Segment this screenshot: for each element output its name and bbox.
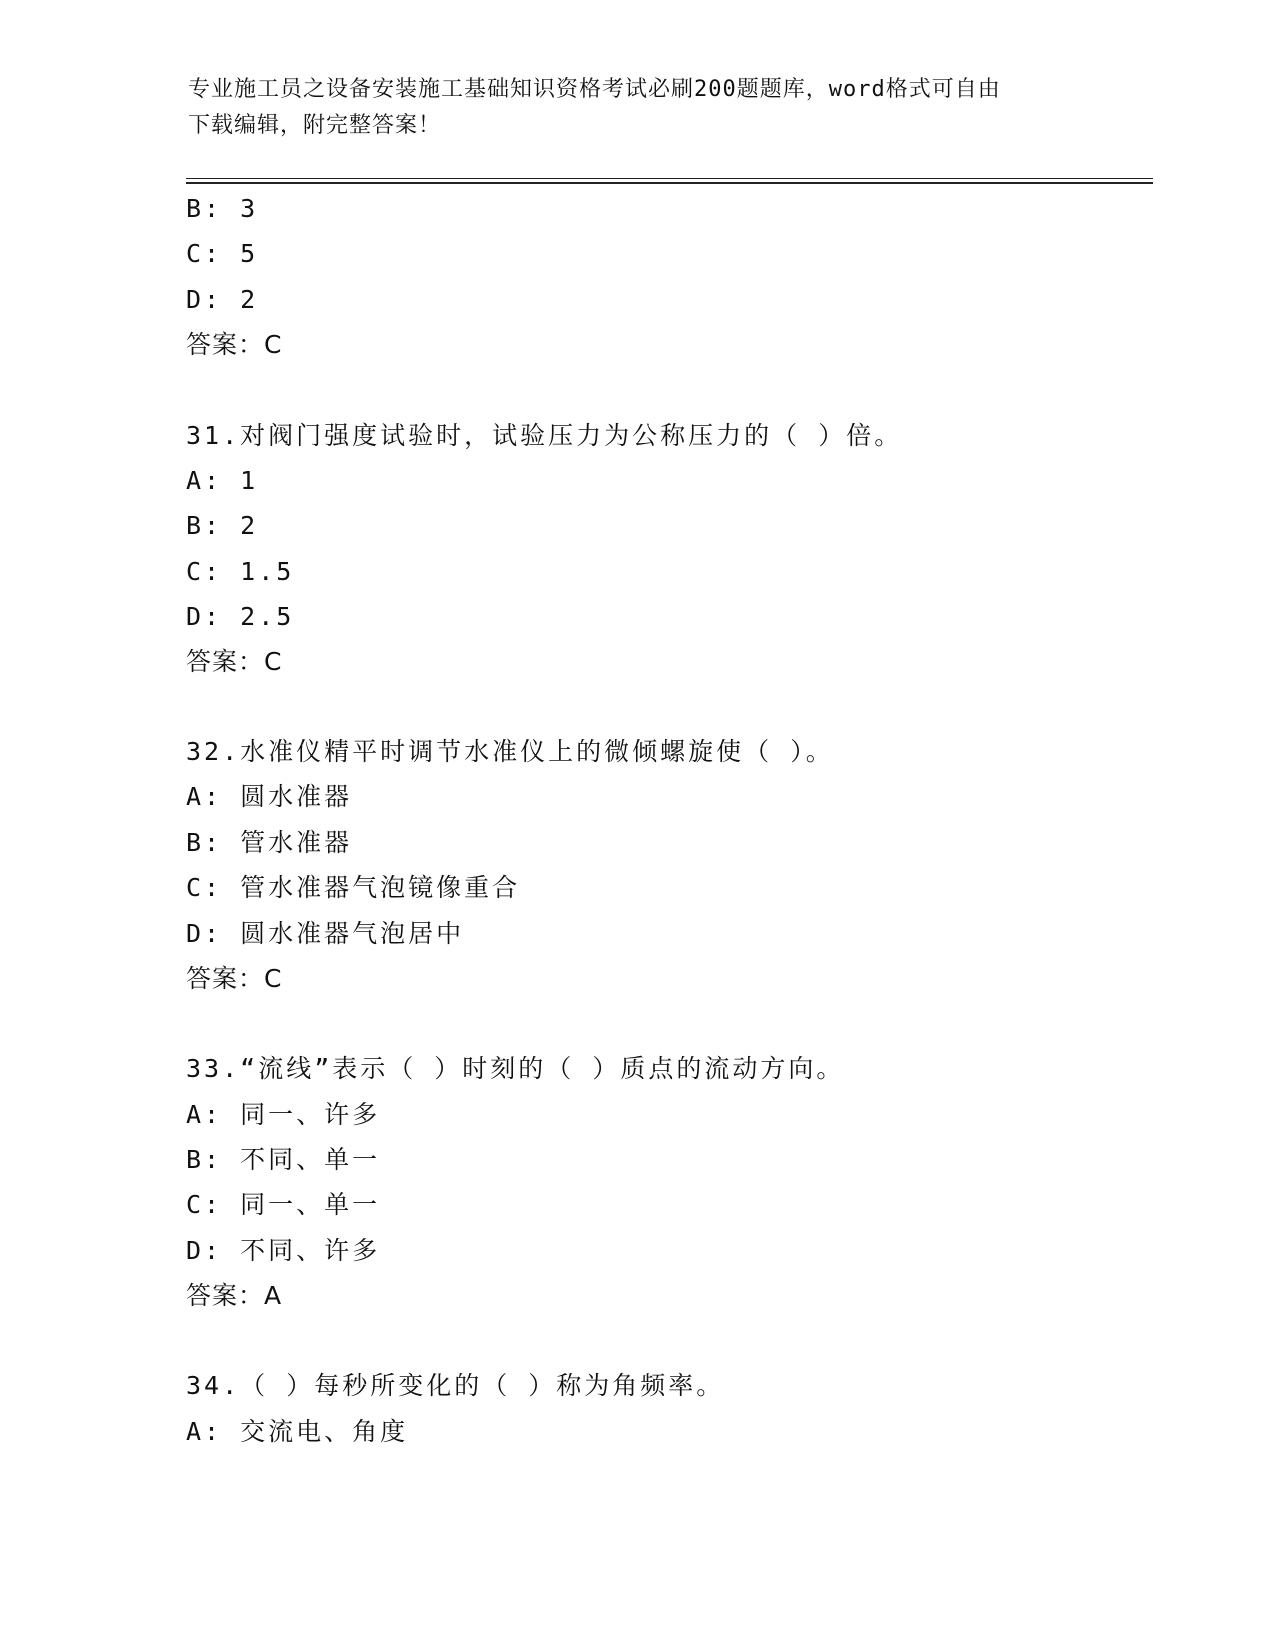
option-c: C: 同一、单一 [186,1190,381,1219]
answer-line: 答案：C [186,330,283,359]
option-c: C: 5 [186,239,259,268]
option-b: B: 3 [186,194,259,223]
option-c: C: 1.5 [186,557,295,586]
option-c: C: 管水准器气泡镜像重合 [186,873,521,902]
question-stem: 34.（ ）每秒所变化的（ ）称为角频率。 [186,1371,725,1400]
question-stem: 31.对阀门强度试验时，试验压力为公称压力的（ ）倍。 [186,421,903,450]
option-b: B: 2 [186,511,259,540]
option-d: D: 不同、许多 [186,1236,381,1265]
question-stem: 32.水准仪精平时调节水准仪上的微倾螺旋使（ ）。 [186,737,834,766]
answer-line: 答案：C [186,647,283,676]
option-b: B: 不同、单一 [186,1145,381,1174]
option-d: D: 2 [186,285,259,314]
option-a: A: 1 [186,466,259,495]
header-line-2: 下载编辑，附完整答案！ [188,113,442,138]
header-divider-thin [186,178,1153,179]
option-a: A: 交流电、角度 [186,1417,409,1446]
option-b: B: 管水准器 [186,828,353,857]
header-line-1: 专业施工员之设备安装施工基础知识资格考试必刷200题题库，word格式可自由 [188,77,1001,102]
answer-line: 答案：C [186,964,283,993]
option-a: A: 同一、许多 [186,1100,381,1129]
option-d: D: 2.5 [186,602,295,631]
header-divider-thick [186,182,1153,184]
document-header [188,72,1088,144]
question-stem: 33.“流线”表示（ ）时刻的（ ）质点的流动方向。 [186,1054,845,1083]
option-a: A: 圆水准器 [186,782,353,811]
option-d: D: 圆水准器气泡居中 [186,919,465,948]
answer-line: 答案：A [186,1281,283,1310]
